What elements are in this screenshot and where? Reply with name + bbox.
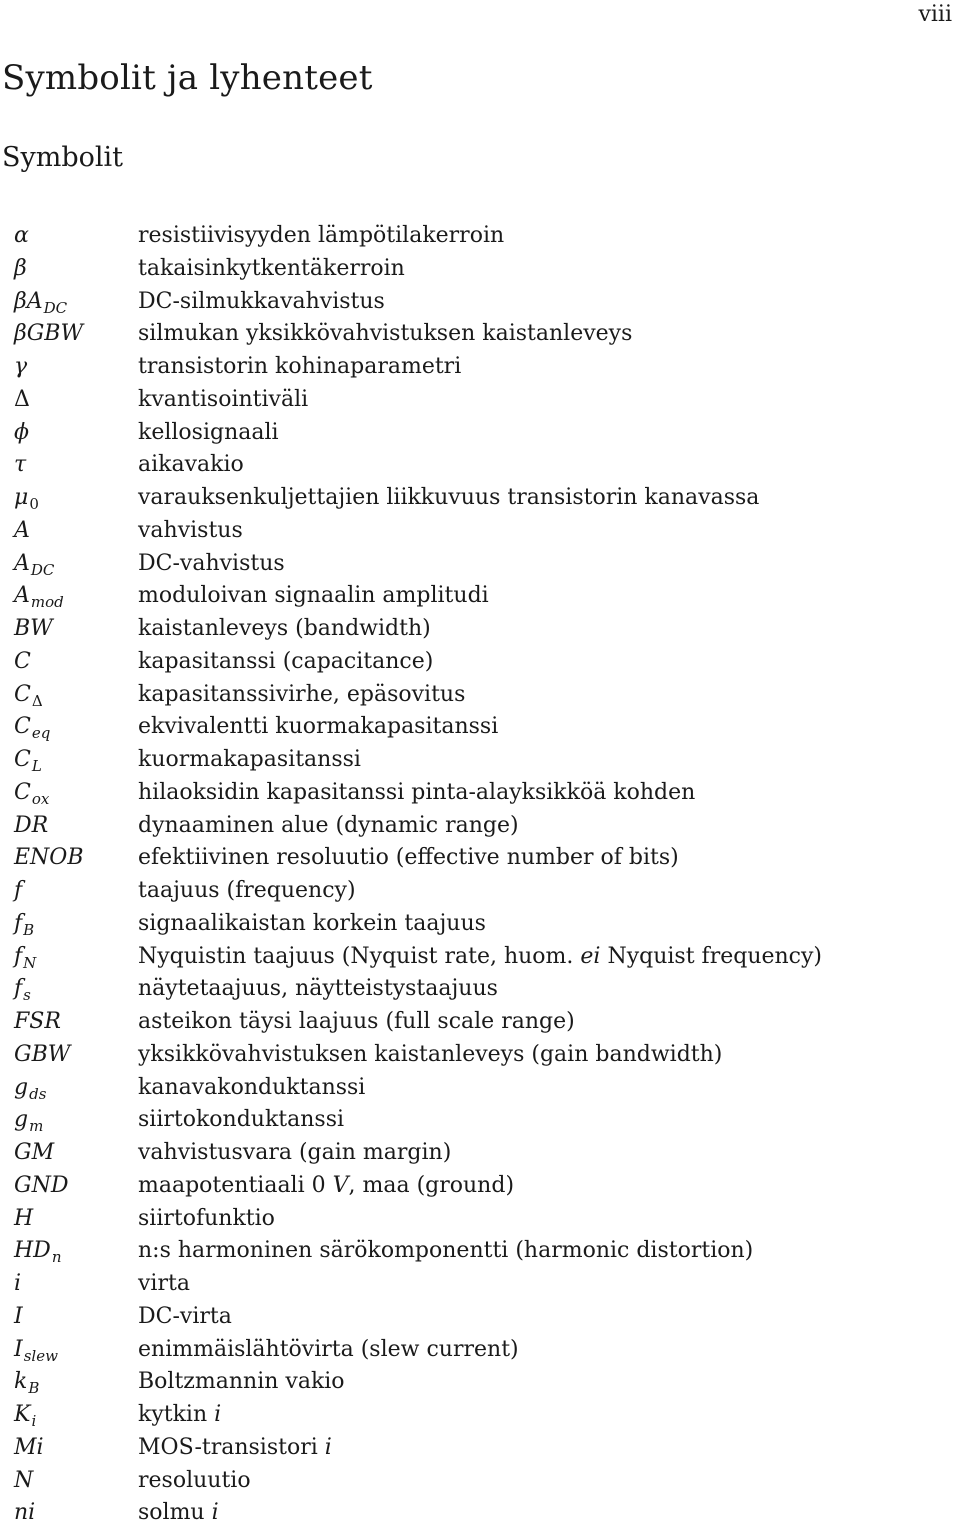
- symbol-description: [138, 384, 308, 417]
- symbol-description: [138, 351, 461, 384]
- symbol-term: [14, 220, 29, 253]
- symbol-description: [138, 482, 759, 515]
- symbol-description: [138, 613, 431, 646]
- description-text: kellosignaali: [138, 419, 279, 445]
- symbol-subscript: DC: [30, 560, 55, 579]
- symbol-term: [14, 318, 83, 351]
- symbol-main: ni: [14, 1500, 36, 1526]
- symbol-main: βGBW: [14, 321, 84, 347]
- description-text: silmukan yksikkövahvistuksen kaistanleveys: [138, 321, 633, 347]
- symbol-row: [0, 1203, 960, 1236]
- symbol-term: [14, 1268, 21, 1301]
- symbol-term: [14, 810, 48, 843]
- symbol-row: [0, 908, 960, 941]
- symbol-main: f: [14, 976, 23, 1002]
- symbol-term: [14, 351, 27, 384]
- symbol-description: [138, 1170, 514, 1203]
- symbol-term: [14, 744, 42, 777]
- symbol-subscript: eq: [31, 724, 51, 743]
- symbol-description: [138, 875, 356, 908]
- symbol-row: [0, 548, 960, 581]
- symbol-description: [138, 1399, 221, 1432]
- symbol-main: τ: [14, 452, 27, 478]
- symbol-row: [0, 1072, 960, 1105]
- symbol-term: [14, 777, 49, 810]
- symbol-description: [138, 908, 486, 941]
- symbol-description: [138, 744, 361, 777]
- chapter-title: Symbolit ja lyhenteet: [2, 58, 373, 98]
- symbol-term: [14, 548, 54, 581]
- symbol-term: [14, 908, 34, 941]
- symbol-main: C: [14, 648, 31, 674]
- symbol-term: [14, 1104, 43, 1137]
- symbol-main: GBW: [14, 1041, 71, 1067]
- symbol-description: [138, 1465, 251, 1498]
- symbol-description: [138, 1334, 519, 1367]
- description-text: DC-silmukkavahvistus: [138, 288, 385, 314]
- symbol-main: α: [14, 223, 29, 248]
- symbol-main: ϕ: [14, 419, 29, 445]
- symbol-description: [138, 1072, 365, 1105]
- description-text: efektiivinen resoluutio (effective number of bits): [138, 845, 679, 871]
- description-italic: V: [332, 1172, 349, 1198]
- symbol-main: f: [14, 910, 23, 936]
- description-italic: i: [324, 1434, 332, 1460]
- symbol-row: [0, 1301, 960, 1334]
- symbol-main: i: [14, 1271, 22, 1296]
- symbol-subscript: DC: [43, 298, 68, 317]
- description-text: n:s harmoninen särökomponentti (harmonic distortion): [138, 1238, 754, 1264]
- symbol-term: [14, 286, 67, 319]
- symbol-description: [138, 679, 465, 712]
- description-text: ekvivalentti kuormakapasitanssi: [138, 714, 499, 740]
- symbol-main: Δ: [14, 386, 30, 412]
- symbol-main: βA: [14, 288, 43, 314]
- symbol-main: g: [14, 1107, 29, 1133]
- symbol-row: [0, 351, 960, 384]
- symbol-row: [0, 1497, 960, 1530]
- symbol-row: [0, 679, 960, 712]
- symbol-main: C: [14, 714, 31, 740]
- symbol-row: [0, 1465, 960, 1498]
- symbol-main: A: [14, 550, 30, 576]
- symbol-row: [0, 1366, 960, 1399]
- symbol-row: [0, 286, 960, 319]
- symbol-row: [0, 1137, 960, 1170]
- symbol-row: [0, 973, 960, 1006]
- symbol-description: [138, 1137, 451, 1170]
- symbol-term: [14, 1203, 33, 1236]
- symbol-subscript: mod: [30, 593, 64, 612]
- symbol-term: [14, 1170, 68, 1203]
- description-text: DC-vahvistus: [138, 550, 285, 576]
- symbol-term: [14, 1366, 39, 1399]
- symbol-description: [138, 1235, 753, 1268]
- symbol-main: A: [14, 583, 30, 609]
- symbol-row: [0, 1170, 960, 1203]
- description-text: vahvistus: [138, 517, 243, 543]
- description-text: näytetaajuus, näytteistystaajuus: [138, 976, 498, 1002]
- symbol-main: BW: [14, 616, 53, 641]
- symbol-term: [14, 449, 26, 482]
- symbol-row: [0, 1268, 960, 1301]
- symbol-list: [0, 220, 960, 1530]
- description-text: asteikon täysi laajuus (full scale range): [138, 1009, 575, 1034]
- symbol-row: [0, 1039, 960, 1072]
- symbol-main: f: [14, 878, 23, 903]
- description-tail: , maa (ground): [348, 1172, 515, 1198]
- description-text: vahvistusvara (gain margin): [138, 1140, 452, 1165]
- symbol-term: [14, 1039, 70, 1072]
- symbol-term: [14, 711, 50, 744]
- symbol-term: [14, 941, 36, 974]
- symbol-main: I: [14, 1336, 23, 1362]
- symbol-main: A: [14, 517, 30, 543]
- symbol-row: [0, 1334, 960, 1367]
- symbol-description: [138, 1366, 345, 1399]
- symbol-term: [14, 613, 53, 646]
- description-text: Nyquistin taajuus (Nyquist rate, huom.: [138, 943, 581, 969]
- symbol-description: [138, 842, 679, 875]
- description-text: DC-virta: [138, 1303, 232, 1329]
- symbol-main: N: [14, 1467, 34, 1493]
- symbol-row: [0, 318, 960, 351]
- description-text: MOS-transistori: [138, 1434, 325, 1460]
- symbol-description: [138, 515, 243, 548]
- symbol-main: I: [14, 1303, 23, 1329]
- symbol-subscript: B: [28, 1379, 40, 1398]
- symbol-main: GM: [14, 1140, 55, 1165]
- description-text: kuormakapasitanssi: [138, 747, 361, 772]
- symbol-main: γ: [14, 354, 28, 379]
- symbol-row: [0, 613, 960, 646]
- symbol-term: [14, 1235, 62, 1268]
- symbol-term: [14, 515, 30, 548]
- symbol-subscript: ox: [31, 789, 50, 808]
- description-text: Boltzmannin vakio: [138, 1369, 345, 1395]
- symbol-term: [14, 1334, 58, 1367]
- symbol-term: [14, 1006, 61, 1039]
- symbol-term: [14, 973, 31, 1006]
- symbol-row: [0, 220, 960, 253]
- symbol-subscript: slew: [23, 1346, 58, 1365]
- symbol-term: [14, 1301, 23, 1334]
- description-text: siirtokonduktanssi: [138, 1107, 345, 1133]
- symbol-description: [138, 1006, 575, 1039]
- symbol-subscript: s: [23, 986, 31, 1005]
- symbol-row: [0, 875, 960, 908]
- description-text: virta: [138, 1271, 190, 1296]
- symbol-subscript: i: [31, 1412, 37, 1430]
- symbol-row: [0, 1235, 960, 1268]
- symbol-row: [0, 1432, 960, 1465]
- symbol-description: [138, 646, 433, 679]
- description-text: resistiivisyyden lämpötilakerroin: [138, 223, 505, 248]
- symbol-description: [138, 941, 822, 974]
- symbol-term: [14, 842, 84, 875]
- symbol-term: [14, 679, 43, 712]
- symbol-description: [138, 580, 489, 613]
- symbol-main: μ: [14, 485, 29, 510]
- description-text: yksikkövahvistuksen kaistanleveys (gain bandwidth): [138, 1041, 723, 1067]
- description-text: kanavakonduktanssi: [138, 1074, 366, 1100]
- symbol-term: [14, 253, 27, 286]
- symbol-description: [138, 417, 279, 450]
- description-italic: i: [214, 1402, 222, 1427]
- symbol-row: [0, 1104, 960, 1137]
- symbol-row: [0, 417, 960, 450]
- symbol-description: [138, 253, 405, 286]
- symbol-main: k: [14, 1369, 28, 1395]
- description-text: moduloivan signaalin amplitudi: [138, 583, 489, 609]
- symbol-description: [138, 548, 285, 581]
- symbol-main: K: [14, 1402, 31, 1427]
- symbol-description: [138, 1104, 344, 1137]
- description-text: solmu: [138, 1500, 212, 1526]
- symbol-subscript: m: [29, 1117, 44, 1136]
- symbol-term: [14, 417, 29, 450]
- symbol-term: [14, 482, 39, 515]
- description-text: takaisinkytkentäkerroin: [138, 255, 405, 281]
- symbol-main: C: [14, 681, 31, 707]
- description-text: signaalikaistan korkein taajuus: [138, 910, 486, 936]
- symbol-description: [138, 711, 498, 744]
- symbol-description: [138, 449, 244, 482]
- description-text: resoluutio: [138, 1467, 251, 1493]
- symbol-description: [138, 1301, 232, 1334]
- description-text: enimmäislähtövirta (slew current): [138, 1336, 519, 1362]
- section-title: Symbolit: [2, 142, 124, 173]
- symbol-term: [14, 1465, 33, 1498]
- symbol-subscript: B: [23, 920, 35, 939]
- symbol-row: [0, 646, 960, 679]
- description-text: transistorin kohinaparametri: [138, 354, 462, 379]
- symbol-subscript: n: [51, 1248, 62, 1267]
- description-text: varauksenkuljettajien liikkuvuus transistorin kanavassa: [138, 485, 760, 510]
- symbol-main: ENOB: [14, 845, 84, 871]
- symbol-row: [0, 1006, 960, 1039]
- symbol-term: [14, 646, 31, 679]
- description-text: maapotentiaali 0: [138, 1172, 333, 1198]
- symbol-description: [138, 973, 498, 1006]
- symbol-row: [0, 449, 960, 482]
- symbol-main: FSR: [14, 1009, 61, 1034]
- symbol-description: [138, 318, 632, 351]
- symbol-description: [138, 1432, 332, 1465]
- symbol-main: β: [14, 255, 27, 281]
- symbol-main: GND: [14, 1172, 69, 1198]
- symbol-subscript: Δ: [31, 691, 43, 710]
- symbol-main: H: [14, 1205, 34, 1231]
- symbol-row: [0, 842, 960, 875]
- symbol-row: [0, 711, 960, 744]
- symbol-term: [14, 875, 22, 908]
- symbol-description: [138, 1039, 722, 1072]
- symbol-main: DR: [14, 812, 49, 838]
- description-text: kapasitanssivirhe, epäsovitus: [138, 681, 466, 707]
- symbol-description: [138, 1268, 190, 1301]
- symbol-term: [14, 1137, 54, 1170]
- description-text: dynaaminen alue (dynamic range): [138, 812, 519, 838]
- symbol-main: Mi: [14, 1434, 44, 1460]
- description-italic: ei: [580, 943, 601, 969]
- symbol-subscript: L: [31, 757, 42, 775]
- symbol-main: f: [14, 943, 23, 969]
- description-text: kytkin: [138, 1402, 215, 1427]
- symbol-row: [0, 941, 960, 974]
- symbol-row: [0, 482, 960, 515]
- symbol-row: [0, 253, 960, 286]
- symbol-main: C: [14, 747, 31, 772]
- description-text: siirtofunktio: [138, 1205, 275, 1231]
- page-number: viii: [918, 2, 952, 27]
- description-text: aikavakio: [138, 452, 244, 478]
- symbol-row: [0, 384, 960, 417]
- description-text: hilaoksidin kapasitanssi pinta-alayksikköä kohden: [138, 779, 696, 805]
- description-tail: Nyquist frequency): [600, 943, 823, 969]
- description-text: kaistanleveys (bandwidth): [138, 616, 431, 641]
- description-italic: i: [211, 1500, 219, 1526]
- description-text: kvantisointiväli: [138, 386, 309, 412]
- symbol-term: [14, 580, 64, 613]
- symbol-description: [138, 810, 519, 843]
- symbol-subscript: ds: [29, 1084, 47, 1103]
- symbol-description: [138, 1203, 275, 1236]
- symbol-term: [14, 1072, 46, 1105]
- symbol-row: [0, 580, 960, 613]
- symbol-main: HD: [14, 1238, 51, 1264]
- symbol-main: g: [14, 1074, 29, 1100]
- symbol-row: [0, 744, 960, 777]
- symbol-term: [14, 1432, 44, 1465]
- symbol-subscript: 0: [29, 495, 39, 513]
- symbol-description: [138, 286, 385, 319]
- symbol-description: [138, 777, 695, 810]
- symbol-row: [0, 515, 960, 548]
- symbol-main: C: [14, 779, 31, 805]
- symbol-term: [14, 1399, 36, 1432]
- symbol-description: [138, 220, 504, 253]
- symbol-term: [14, 1497, 35, 1530]
- symbol-term: [14, 384, 30, 417]
- symbol-subscript: N: [23, 953, 37, 972]
- symbol-row: [0, 777, 960, 810]
- description-text: kapasitanssi (capacitance): [138, 648, 434, 674]
- symbol-row: [0, 1399, 960, 1432]
- symbol-row: [0, 810, 960, 843]
- symbol-description: [138, 1497, 219, 1530]
- description-text: taajuus (frequency): [138, 878, 356, 903]
